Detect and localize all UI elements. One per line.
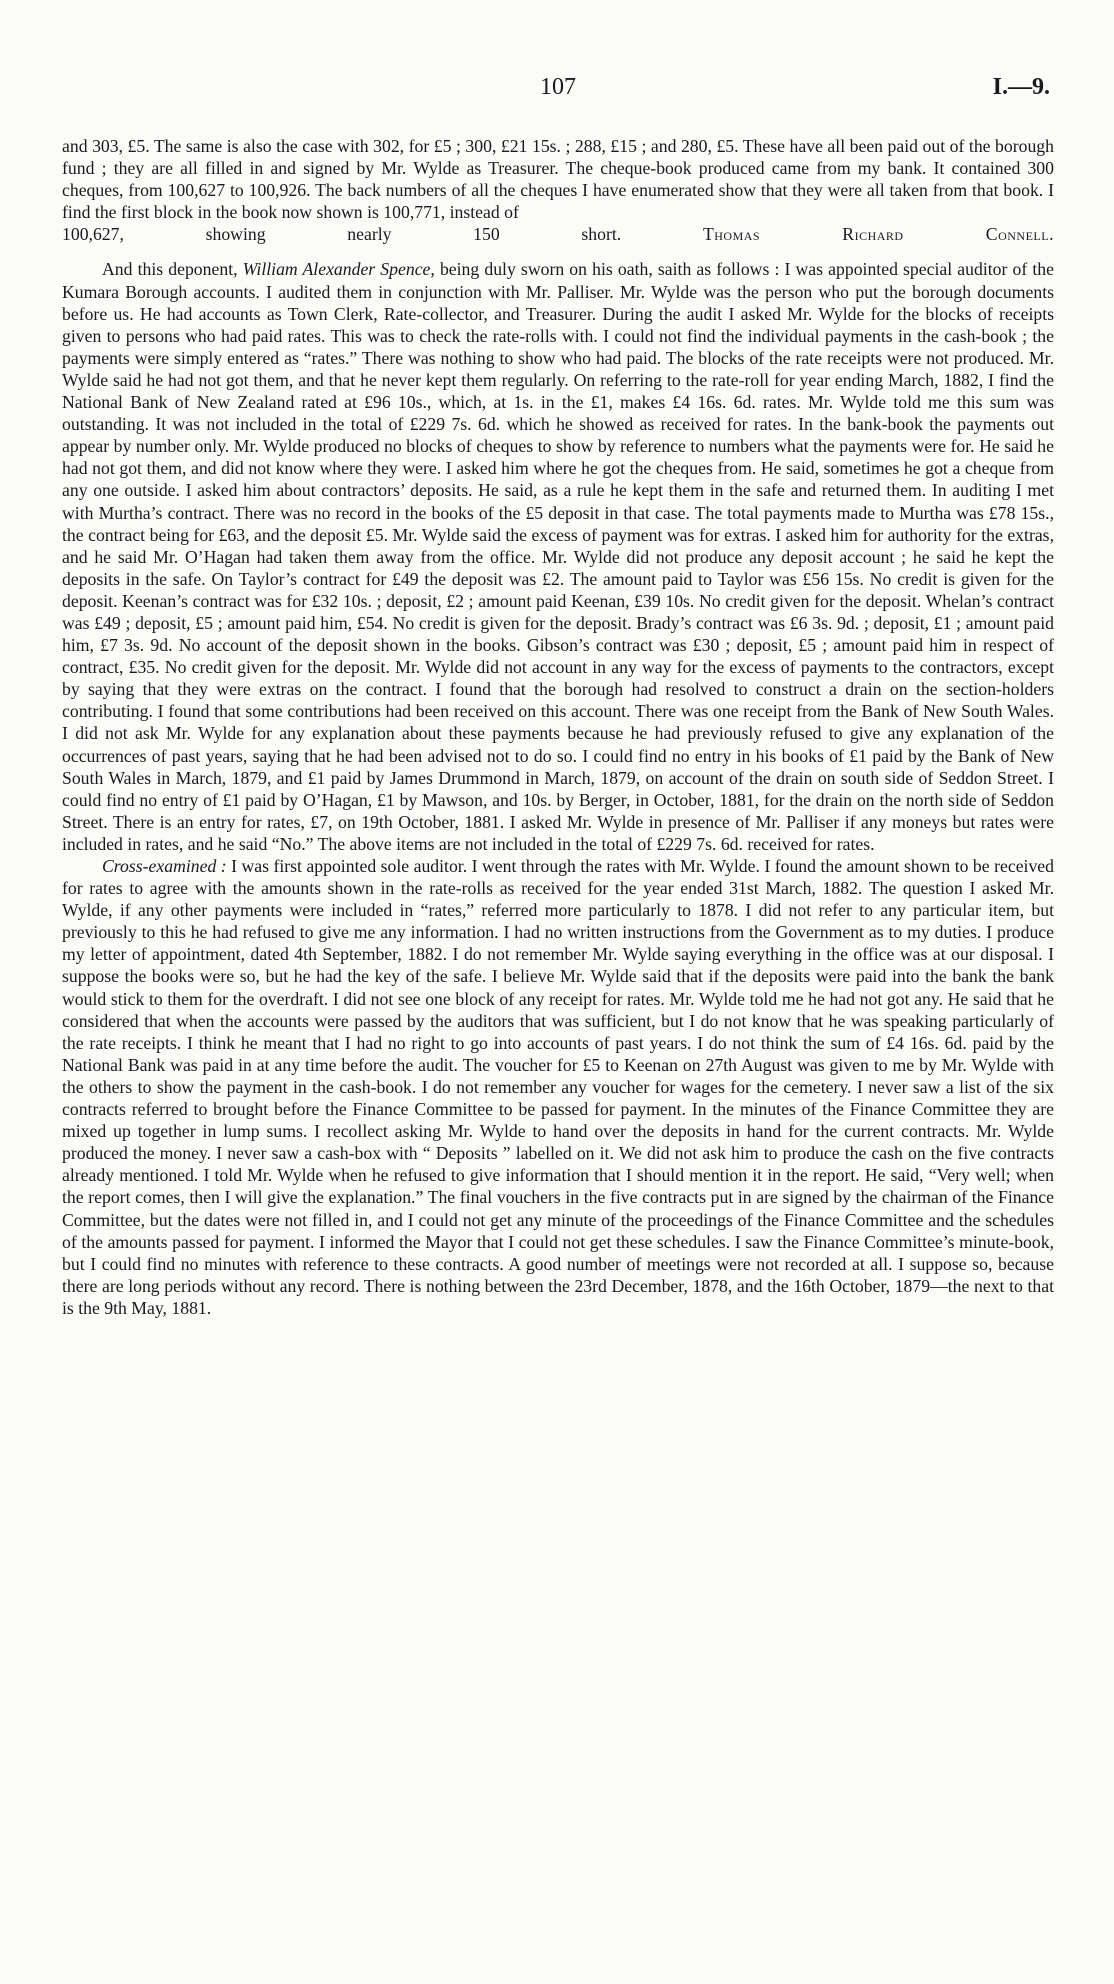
paragraph-text: and 303, £5. The same is also the case with 302, for £5 ; 300, £21 15s. ; 288, £15 ; and 280, £5. These have all been paid out of the borough fund ; they are all filled in and signed by Mr. Wylde as Treasurer. The cheque-book produced came from my bank. It contained 300 cheques, from 100,627 to 100,926. The back numbers of all the cheques I have enumerated show that they were all taken from that book. I find the first block in the book now shown is 100,771, instead of: [62, 136, 1054, 223]
page-number: 107: [540, 74, 576, 100]
paragraph-text: I was first appointed sole auditor. I went through the rates with Mr. Wylde. I found the amount shown to be received for rates to agree with the amounts shown in the rate-rolls as received for the year ended 31st March, 1882. The question I asked Mr. Wylde, if any other payments were included in “rates,” referred more particularly to 1878. I did not refer to any particular item, but previously to this he had refused to give me any information. I had no written instructions from the Government as to my duties. I produce my letter of appointment, dated 4th September, 1882. I do not remember Mr. Wylde saying everything in the office was at our disposal. I suppose the books were so, but he had the key of the safe. I believe Mr. Wylde said that if the deposits were paid into the bank the bank would stick to them for the overdraft. I did not see one block of any receipt for rates. Mr. Wylde told me he had not got any. He said that he considered that when the accounts were passed by the auditors that was sufficient, but I do not know that he was speaking particularly of the rate receipts. I think he meant that I had no right to go into accounts of past years. I do not think the sum of £4 16s. 6d. paid by the National Bank was paid in at any time before the audit. The voucher for £5 to Keenan on 27th August was given to me by Mr. Wylde with the others to show the payment in the cash-book. I do not remember any voucher for wages for the cemetery. I never saw a list of the six contracts referred to brought before the Finance Committee to be passed for payment. In the minutes of the Finance Committee they are mixed up together in lump sums. I recollect asking Mr. Wylde to hand over the deposits in hand for the current contracts. Mr. Wylde produced the money. I never saw a cash-box with “ Deposits ” labelled on it. We did not ask him to produce the cash on the five contracts already mentioned. I told Mr. Wylde when he refused to give information that I should mention it in the report. He said, “Very well; when the report comes, then I will give the explanation.” The final vouchers in the five contracts put in are signed by the chairman of the Finance Committee, but the dates were not filled in, and I could not get any minute of the proceedings of the Finance Committee and the schedules of the amounts passed for payment. I informed the Mayor that I could not get these schedules. I saw the Finance Committee’s minute-book, but I could find no minutes with reference to these contracts. A good number of meetings were not recorded at all. I suppose so, because there are long periods without any record. There is nothing between the 23rd December, 1878, and the 16th October, 1879—the next to that is the 9th May, 1881.: [62, 856, 1054, 1318]
signature-line: [62, 223, 1054, 245]
paragraph-intro: And this deponent,: [102, 259, 243, 280]
document-reference: I.—9.: [992, 74, 1050, 100]
cross-examined-label: Cross-examined :: [102, 856, 227, 876]
witness-signature: Thomas Richard Connell.: [702, 224, 1055, 245]
paragraph-text: being duly sworn on his oath, saith as follows : I was appointed special auditor of the Kumara Borough accounts. I audited them in conjunction with Mr. Palliser. Mr. Wylde was the person who put the borough documents before us. He had accounts as Town Clerk, Rate-collector, and Treasurer. During the audit I asked Mr. Wylde for the blocks of receipts given to persons who had paid rates. This was to check the rate-rolls with. I could not find the individual payments in the cash-book ; the payments were simply entered as “rates.” There was nothing to show who had paid. The blocks of the rate receipts were not produced. Mr. Wylde said he had not got them, and that he never kept them regularly. On referring to the rate-roll for year ending March, 1882, I find the National Bank of New Zealand rated at £96 10s., which, at 1s. in the £1, makes £4 16s. 6d. rates. Mr. Wylde told me this sum was outstanding. It was not included in the total of £229 7s. 6d. which he showed as received for rates. In the bank-book the payments out appear by number only. Mr. Wylde produced no blocks of cheques to show by reference to numbers what the payments were for. He said he had not got them, and did not know where they were. I asked him where he got the cheques from. He said, sometimes he got a cheque from any one outside. I asked him about contractors’ deposits. He said, as a rule he kept them in the safe and returned them. In auditing I met with Murtha’s contract. There was no record in the books of the £5 deposit in that case. The total payments made to Murtha was £78 15s., the contract being for £63, and the deposit £5. Mr. Wylde said the excess of payment was for extras. I asked him for authority for the extras, and he said Mr. O’Hagan had taken them away from the office. Mr. Wylde did not produce any deposit account ; he said he kept the deposits in the safe. On Taylor’s contract for £49 the deposit was £2. The amount paid to Taylor was £56 15s. No credit is given for the deposit. Keenan’s contract was for £32 10s. ; deposit, £2 ; amount paid Keenan, £39 10s. No credit given for the deposit. Whelan’s contract was £49 ; deposit, £5 ; amount paid him, £54. No credit is given for the deposit. Brady’s contract was £6 3s. 9d. ; deposit, £1 ; amount paid him, £7 3s. 9d. No account of the deposit shown in the books. Gibson’s contract was £30 ; deposit, £5 ; amount paid him in respect of contract, £35. No credit given for the deposit. Mr. Wylde did not account in any way for the excess of payments to the contractors, except by saying that they were extras on the contract. I found that the borough had resolved to construct a drain on the section-holders contributing. I found that some contributions had been received on this account. There was one receipt from the Bank of New South Wales. I did not ask Mr. Wylde for any explanation about these payments because he had previously refused to give any explanation of the occurrences of past years, saying that he had been advised not to do so. I could find no entry in his books of £1 paid by the Bank of New South Wales in March, 1879, and £1 paid by James Drummond in March, 1879, on account of the drain on south side of Seddon Street. I could find no entry of £1 paid by O’Hagan, £1 by Mawson, and 10s. by Berger, in October, 1881, for the drain on the north side of Seddon Street. There is an entry for rates, £7, on 19th October, 1881. I asked Mr. Wylde in presence of Mr. Palliser if any moneys but rates were included in rates, and he said “No.” The above items are not included in the total of £229 7s. 6d. received for rates.: [62, 259, 1054, 854]
page-header: [62, 74, 1054, 104]
document-body: [62, 135, 1054, 1319]
paragraph-connell-testimony: [62, 135, 1054, 223]
paragraph-last-line: 100,627, showing nearly 150 short.: [62, 224, 622, 245]
paragraph-spence-testimony: [62, 258, 1054, 855]
deponent-name: William Alexander Spence,: [242, 259, 435, 280]
paragraph-cross-examination: [62, 855, 1054, 1319]
